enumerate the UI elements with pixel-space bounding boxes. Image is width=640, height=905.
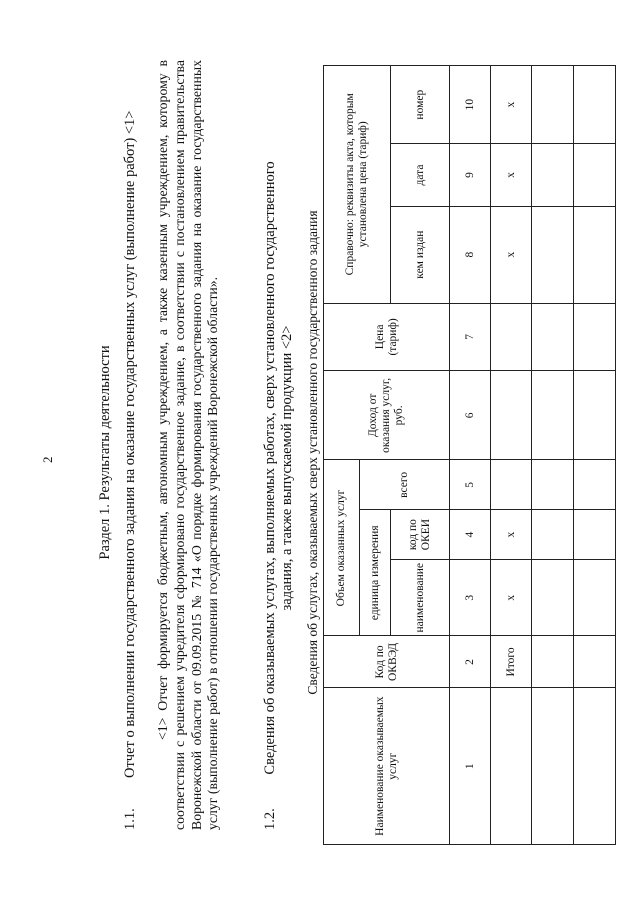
paragraph-number: 1.2.: [262, 808, 278, 830]
column-number: 3: [450, 560, 491, 637]
header-okved: Код по ОКВЭД: [324, 636, 450, 688]
section-title: Раздел 1. Результаты деятельности: [97, 345, 113, 560]
table-cell: [532, 144, 574, 206]
itogo-label: Итого: [491, 636, 532, 688]
table-cell: [574, 206, 616, 303]
header-unit-name: наименование: [391, 560, 450, 637]
paragraph-1-2: Сведения об оказываемых услугах, выполняемых работах, сверх установленного государственного задания, а также выпускаемой продукции <2>: [262, 161, 295, 775]
column-number: 10: [450, 66, 491, 144]
footnote-1: <1> Отчет формируется бюджетным, автономным учреждением, а также казенным учреждением, которому в соответствии с решением учредителя сформировано государственное задание, в соответствии с постановлением правительства Воронежской области от 09.09.2015 № 714 «О порядке формирования государственного задания на оказание государственных услуг (выполнение работ) в отношении государственных учреждений Воронежской области».: [155, 60, 221, 830]
table-cell: [574, 144, 616, 206]
table-cell: [574, 688, 616, 845]
column-number: 4: [450, 510, 491, 560]
header-volume: Объем оказанных услуг: [324, 460, 360, 636]
table-cell: [491, 371, 532, 460]
header-unit: единица измерения: [360, 510, 391, 636]
itogo-row: [491, 66, 532, 845]
header-okei: код по ОКЕИ: [391, 510, 450, 560]
table-cell: [574, 303, 616, 371]
table-cell: [532, 510, 574, 560]
table-cell: х: [491, 144, 532, 206]
table-cell: х: [491, 510, 532, 560]
table-cell: [491, 303, 532, 371]
table-cell: [532, 66, 574, 144]
header-reference: Справочно: реквизиты акта, которым установлена цена (тариф): [324, 66, 391, 304]
services-table: [323, 65, 616, 845]
page-number: 2: [40, 456, 55, 463]
header-total: всего: [360, 460, 450, 510]
table-cell: [574, 636, 616, 688]
paragraph-text: Отчет о выполнении государственного задания на оказание государственных услуг (выполнение работ) <1>: [122, 110, 138, 778]
table-cell: х: [491, 66, 532, 144]
table-row: [574, 66, 616, 845]
table-cell: х: [491, 560, 532, 637]
table-cell: [574, 371, 616, 460]
table-cell: [574, 66, 616, 144]
header-service-name: Наименование оказываемых услуг: [324, 688, 450, 845]
table-cell: [532, 636, 574, 688]
header-income: Доход от оказания услуг, руб.: [324, 371, 450, 460]
column-number-row: [450, 66, 491, 845]
column-number: 8: [450, 206, 491, 303]
paragraph-1-1: [122, 60, 139, 830]
table-cell: [574, 560, 616, 637]
table-cell: [491, 688, 532, 845]
column-number: 5: [450, 460, 491, 510]
column-number: 7: [450, 303, 491, 371]
table-cell: [532, 560, 574, 637]
table-cell: [574, 460, 616, 510]
table-row: [532, 66, 574, 845]
table-cell: [532, 206, 574, 303]
header-date: дата: [391, 144, 450, 206]
table-cell: [532, 460, 574, 510]
table-title: Сведения об услугах, оказываемых сверх установленного государственного задания: [305, 210, 320, 695]
paragraph-number: 1.1.: [122, 808, 138, 830]
column-number: 2: [450, 636, 491, 688]
table-cell: [532, 371, 574, 460]
table-cell: [532, 303, 574, 371]
header-issuer: кем издан: [391, 206, 450, 303]
table-cell: х: [491, 206, 532, 303]
column-number: 6: [450, 371, 491, 460]
header-number: номер: [391, 66, 450, 144]
column-number: 1: [450, 688, 491, 845]
table-cell: [574, 510, 616, 560]
table-cell: [491, 460, 532, 510]
header-price: Цена (тариф): [324, 303, 450, 371]
column-number: 9: [450, 144, 491, 206]
table-cell: [532, 688, 574, 845]
